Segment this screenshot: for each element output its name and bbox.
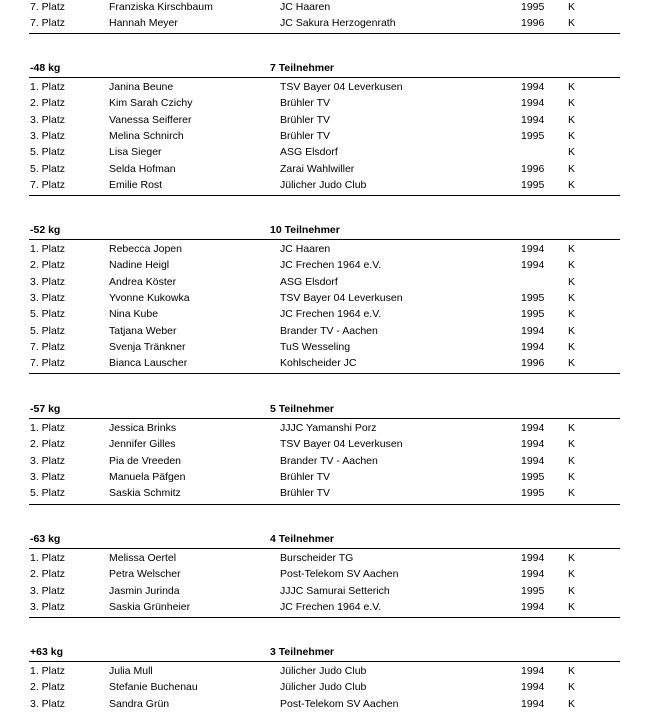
result-row <box>0 291 650 306</box>
category-cell: K <box>568 681 576 694</box>
club-cell: Brühler TV <box>280 129 330 142</box>
result-row <box>0 486 650 501</box>
weight-class-label: +63 kg <box>30 646 63 658</box>
place-cell: 2. Platz <box>30 438 66 451</box>
section-end-rule <box>29 195 620 196</box>
header-rule <box>29 239 620 240</box>
category-cell: K <box>568 243 576 255</box>
weight-class-header <box>0 223 650 238</box>
result-row <box>0 145 650 160</box>
club-cell: JC Sakura Herzogenrath <box>280 17 396 30</box>
result-row <box>0 16 650 31</box>
result-row <box>0 567 650 582</box>
club-cell: Burscheider TG <box>280 552 354 564</box>
athlete-name-cell: Melissa Oertel <box>109 552 177 564</box>
birth-year-cell: 1994 <box>521 568 545 581</box>
weight-class-label: -48 kg <box>30 62 61 74</box>
birth-year-cell: 1995 <box>521 584 545 597</box>
category-cell: K <box>568 552 576 564</box>
category-cell: K <box>568 1 576 13</box>
birth-year-cell: 1994 <box>521 243 545 255</box>
weight-class-label: -57 kg <box>30 403 61 415</box>
participant-count: 5 Teilnehmer <box>270 403 334 415</box>
athlete-name-cell: Jasmin Jurinda <box>109 584 180 597</box>
weight-class-header <box>0 532 650 547</box>
place-cell: 1. Platz <box>30 243 66 255</box>
club-cell: TSV Bayer 04 Leverkusen <box>280 81 403 93</box>
category-cell: K <box>568 17 576 30</box>
category-cell: K <box>568 275 576 288</box>
birth-year-cell: 1994 <box>521 454 545 467</box>
category-cell: K <box>568 470 576 483</box>
birth-year-cell: 1994 <box>521 97 545 110</box>
weight-class-header <box>0 645 650 660</box>
category-cell: K <box>568 340 576 353</box>
category-cell: K <box>568 129 576 142</box>
category-cell: K <box>568 146 576 159</box>
category-cell: K <box>568 584 576 597</box>
place-cell: 2. Platz <box>30 681 66 694</box>
result-row <box>0 551 650 566</box>
athlete-name-cell: Tatjana Weber <box>109 324 177 337</box>
result-row <box>0 307 650 322</box>
place-cell: 3. Platz <box>30 113 66 126</box>
participant-count: 10 Teilnehmer <box>270 224 340 236</box>
category-cell: K <box>568 97 576 110</box>
category-cell: K <box>568 259 576 272</box>
club-cell: JC Frechen 1964 e.V. <box>280 308 382 321</box>
birth-year-cell: 1995 <box>521 291 545 304</box>
birth-year-cell: 1996 <box>521 357 545 370</box>
club-cell: Brander TV - Aachen <box>280 324 378 337</box>
club-cell: Brühler TV <box>280 113 330 126</box>
result-row <box>0 356 650 371</box>
place-cell: 3. Platz <box>30 454 66 467</box>
section-end-rule <box>29 617 620 618</box>
place-cell: 5. Platz <box>30 146 66 159</box>
place-cell: 7. Platz <box>30 178 66 191</box>
athlete-name-cell: Kim Sarah Czichy <box>109 97 193 110</box>
athlete-name-cell: Lisa Sieger <box>109 146 162 159</box>
result-row <box>0 680 650 695</box>
athlete-name-cell: Svenja Tränkner <box>109 340 186 353</box>
category-cell: K <box>568 308 576 321</box>
birth-year-cell: 1994 <box>521 422 545 434</box>
club-cell: Brander TV - Aachen <box>280 454 378 467</box>
section-end-rule <box>29 373 620 374</box>
result-row <box>0 178 650 193</box>
club-cell: Kohlscheider JC <box>280 357 357 370</box>
place-cell: 1. Platz <box>30 81 66 93</box>
place-cell: 7. Platz <box>30 340 66 353</box>
birth-year-cell: 1994 <box>521 340 545 353</box>
category-cell: K <box>568 568 576 581</box>
place-cell: 2. Platz <box>30 568 66 581</box>
athlete-name-cell: Emilie Rost <box>109 178 163 191</box>
birth-year-cell: 1994 <box>521 324 545 337</box>
result-row <box>0 162 650 177</box>
athlete-name-cell: Petra Welscher <box>109 568 181 581</box>
place-cell: 2. Platz <box>30 259 66 272</box>
result-row <box>0 258 650 273</box>
place-cell: 3. Platz <box>30 600 66 613</box>
place-cell: 3. Platz <box>30 291 66 304</box>
participant-count: 3 Teilnehmer <box>270 646 334 658</box>
athlete-name-cell: Stefanie Buchenau <box>109 681 198 694</box>
header-rule <box>29 77 620 78</box>
participant-count: 4 Teilnehmer <box>270 533 334 545</box>
club-cell: ASG Elsdorf <box>280 275 338 288</box>
athlete-name-cell: Bianca Lauscher <box>109 357 188 370</box>
weight-class-label: -52 kg <box>30 224 61 236</box>
place-cell: 5. Platz <box>30 308 66 321</box>
result-row <box>0 275 650 290</box>
place-cell: 5. Platz <box>30 487 66 500</box>
club-cell: TSV Bayer 04 Leverkusen <box>280 291 403 304</box>
athlete-name-cell: Saskia Schmitz <box>109 487 181 500</box>
club-cell: JJJC Yamanshi Porz <box>280 422 377 434</box>
athlete-name-cell: Pia de Vreeden <box>109 454 181 467</box>
birth-year-cell: 1995 <box>521 1 545 13</box>
participant-count: 7 Teilnehmer <box>270 62 334 74</box>
section-end-rule <box>29 33 620 34</box>
header-rule <box>29 418 620 419</box>
result-row <box>0 96 650 111</box>
athlete-name-cell: Julia Mull <box>109 665 153 677</box>
birth-year-cell: 1994 <box>521 113 545 126</box>
club-cell: JC Haaren <box>280 1 331 13</box>
category-cell: K <box>568 291 576 304</box>
result-row <box>0 584 650 599</box>
birth-year-cell: 1994 <box>521 665 545 677</box>
birth-year-cell: 1995 <box>521 129 545 142</box>
athlete-name-cell: Saskia Grünheier <box>109 600 191 613</box>
place-cell: 3. Platz <box>30 697 66 710</box>
birth-year-cell: 1995 <box>521 178 545 191</box>
athlete-name-cell: Rebecca Jopen <box>109 243 182 255</box>
club-cell: Jülicher Judo Club <box>280 665 367 677</box>
athlete-name-cell: Nadine Heigl <box>109 259 170 272</box>
place-cell: 2. Platz <box>30 97 66 110</box>
category-cell: K <box>568 697 576 710</box>
club-cell: JC Frechen 1964 e.V. <box>280 600 382 613</box>
birth-year-cell: 1994 <box>521 259 545 272</box>
athlete-name-cell: Yvonne Kukowka <box>109 291 190 304</box>
birth-year-cell: 1996 <box>521 162 545 175</box>
category-cell: K <box>568 454 576 467</box>
category-cell: K <box>568 178 576 191</box>
place-cell: 5. Platz <box>30 324 66 337</box>
result-row <box>0 242 650 257</box>
place-cell: 3. Platz <box>30 470 66 483</box>
place-cell: 3. Platz <box>30 129 66 142</box>
result-row <box>0 421 650 436</box>
club-cell: Jülicher Judo Club <box>280 681 367 694</box>
club-cell: Brühler TV <box>280 487 330 500</box>
club-cell: Post-Telekom SV Aachen <box>280 568 399 581</box>
club-cell: TSV Bayer 04 Leverkusen <box>280 438 403 451</box>
result-row <box>0 340 650 355</box>
athlete-name-cell: Selda Hofman <box>109 162 176 175</box>
club-cell: JJJC Samurai Setterich <box>280 584 390 597</box>
category-cell: K <box>568 324 576 337</box>
athlete-name-cell: Sandra Grün <box>109 697 170 710</box>
athlete-name-cell: Franziska Kirschbaum <box>109 1 213 13</box>
club-cell: JC Haaren <box>280 243 331 255</box>
birth-year-cell: 1995 <box>521 308 545 321</box>
result-row <box>0 129 650 144</box>
place-cell: 7. Platz <box>30 1 66 13</box>
birth-year-cell: 1994 <box>521 600 545 613</box>
place-cell: 3. Platz <box>30 275 66 288</box>
category-cell: K <box>568 81 576 93</box>
category-cell: K <box>568 487 576 500</box>
place-cell: 7. Platz <box>30 17 66 30</box>
result-row <box>0 697 650 712</box>
place-cell: 7. Platz <box>30 357 66 370</box>
club-cell: Jülicher Judo Club <box>280 178 367 191</box>
club-cell: TuS Wesseling <box>280 340 351 353</box>
place-cell: 1. Platz <box>30 665 66 677</box>
place-cell: 1. Platz <box>30 552 66 564</box>
birth-year-cell: 1995 <box>521 487 545 500</box>
category-cell: K <box>568 357 576 370</box>
birth-year-cell: 1996 <box>521 17 545 30</box>
athlete-name-cell: Nina Kube <box>109 308 159 321</box>
club-cell: Brühler TV <box>280 97 330 110</box>
birth-year-cell: 1994 <box>521 438 545 451</box>
result-row <box>0 324 650 339</box>
place-cell: 3. Platz <box>30 584 66 597</box>
club-cell: ASG Elsdorf <box>280 146 338 159</box>
category-cell: K <box>568 162 576 175</box>
athlete-name-cell: Jennifer Gilles <box>109 438 176 451</box>
birth-year-cell: 1994 <box>521 697 545 710</box>
header-rule <box>29 661 620 662</box>
athlete-name-cell: Andrea Köster <box>109 275 177 288</box>
athlete-name-cell: Melina Schnirch <box>109 129 184 142</box>
category-cell: K <box>568 665 576 677</box>
club-cell: Zarai Wahlwiller <box>280 162 355 175</box>
result-row <box>0 113 650 128</box>
birth-year-cell: 1994 <box>521 81 545 93</box>
athlete-name-cell: Jessica Brinks <box>109 422 177 434</box>
category-cell: K <box>568 113 576 126</box>
athlete-name-cell: Manuela Päfgen <box>109 470 186 483</box>
weight-class-label: -63 kg <box>30 533 61 545</box>
club-cell: Post-Telekom SV Aachen <box>280 697 399 710</box>
club-cell: Brühler TV <box>280 470 330 483</box>
result-row <box>0 0 650 15</box>
category-cell: K <box>568 438 576 451</box>
header-rule <box>29 548 620 549</box>
result-row <box>0 600 650 615</box>
weight-class-header <box>0 61 650 76</box>
weight-class-header <box>0 402 650 417</box>
birth-year-cell: 1994 <box>521 681 545 694</box>
birth-year-cell: 1995 <box>521 470 545 483</box>
result-row <box>0 437 650 452</box>
category-cell: K <box>568 600 576 613</box>
athlete-name-cell: Hannah Meyer <box>109 17 178 30</box>
result-row <box>0 470 650 485</box>
result-row <box>0 454 650 469</box>
athlete-name-cell: Vanessa Seifferer <box>109 113 192 126</box>
section-end-rule <box>29 504 620 505</box>
result-row <box>0 664 650 679</box>
athlete-name-cell: Janina Beune <box>109 81 174 93</box>
category-cell: K <box>568 422 576 434</box>
place-cell: 1. Platz <box>30 422 66 434</box>
birth-year-cell: 1994 <box>521 552 545 564</box>
club-cell: JC Frechen 1964 e.V. <box>280 259 382 272</box>
result-row <box>0 80 650 95</box>
place-cell: 5. Platz <box>30 162 66 175</box>
